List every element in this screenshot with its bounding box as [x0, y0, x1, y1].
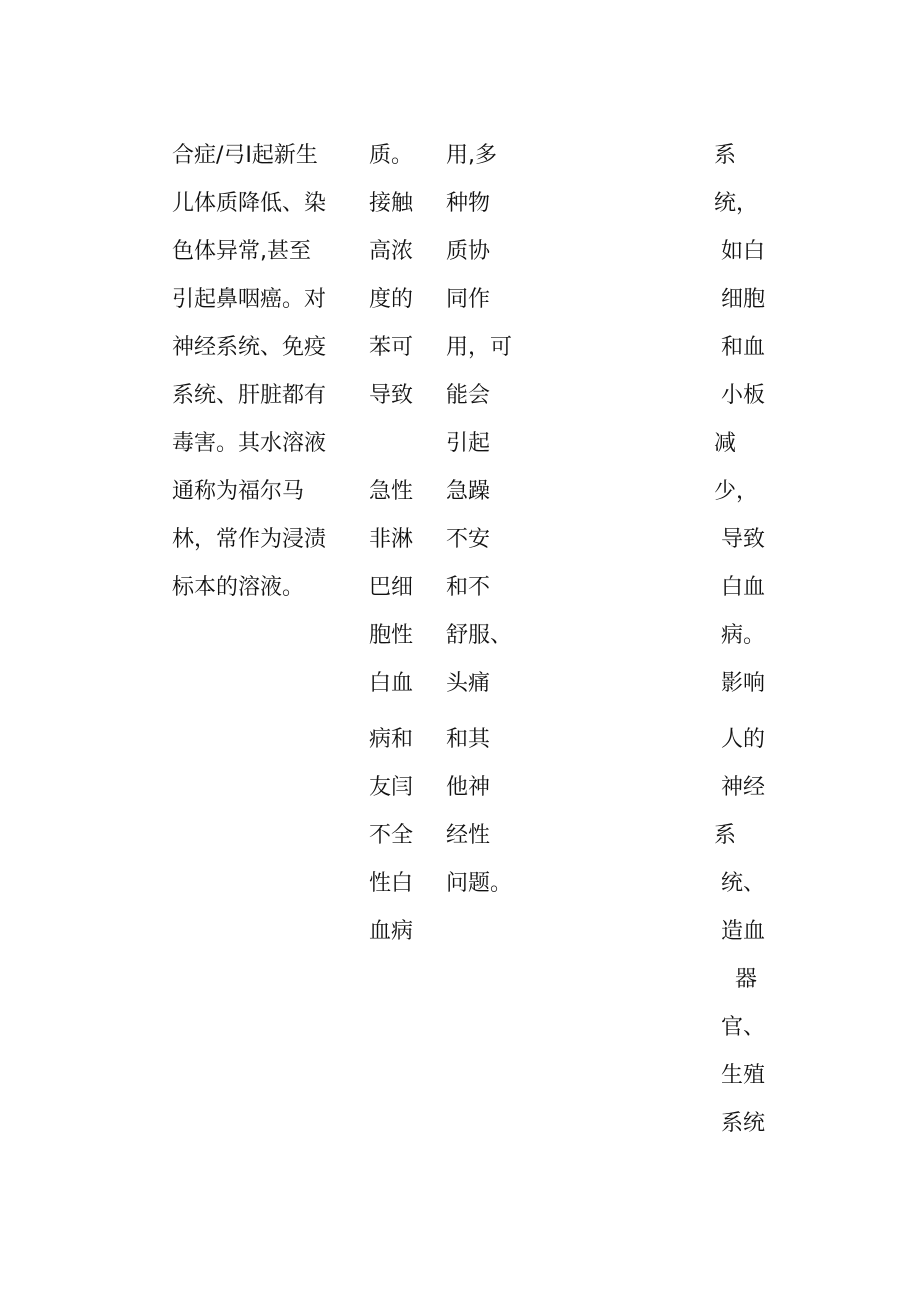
- text-line: 林，常作为浸渍: [172, 527, 327, 552]
- text-line: 急性: [369, 479, 414, 504]
- text-line: 他神: [446, 775, 491, 800]
- text-line: 引起: [446, 431, 491, 456]
- text-line: 接触: [369, 191, 414, 216]
- text-line: 同作: [446, 287, 491, 312]
- text-line: 质协: [446, 239, 491, 264]
- text-line: 不安: [446, 527, 491, 552]
- text-line: 系: [714, 823, 737, 848]
- text-line: 血病: [369, 919, 414, 944]
- text-line: 影响: [714, 671, 765, 696]
- text-line: 用,多: [446, 143, 497, 168]
- text-line: 减: [714, 431, 737, 456]
- text-line: 种物: [446, 191, 491, 216]
- text-column-2: [369, 138, 429, 962]
- text-line: 和不: [446, 575, 491, 600]
- text-line: 官、: [714, 1015, 765, 1040]
- text-line: 白血: [714, 575, 765, 600]
- text-line: 器: [714, 967, 757, 992]
- text-line: 细胞: [714, 287, 765, 312]
- text-line: 病。: [714, 623, 765, 648]
- text-line: 能会: [446, 383, 491, 408]
- text-line: 合症/弓I起新生: [172, 143, 318, 168]
- text-line: 质。: [369, 143, 414, 168]
- text-line: [369, 426, 429, 474]
- text-line: 少，: [714, 479, 759, 504]
- text-line: 色体异常,甚至: [172, 239, 311, 264]
- text-line: 友闫: [369, 775, 414, 800]
- text-line: 如白: [714, 239, 765, 264]
- text-column-4: [714, 138, 784, 1154]
- text-line: 高浓: [369, 239, 414, 264]
- text-line: 造血: [714, 919, 765, 944]
- text-line: 苯可: [369, 335, 414, 360]
- text-line: 和血: [714, 335, 765, 360]
- text-line: 儿体质降低、染: [172, 191, 327, 216]
- text-line: 巴细: [369, 575, 414, 600]
- text-line: 生殖: [714, 1063, 765, 1088]
- text-line: 问题。: [446, 871, 513, 896]
- text-line: 神经: [714, 775, 765, 800]
- text-line: 神经系统、免疫: [172, 335, 327, 360]
- text-line: 系统: [714, 1111, 765, 1136]
- text-line: 白血: [369, 671, 414, 696]
- text-line: 不全: [369, 823, 414, 848]
- text-line: 非淋: [369, 527, 414, 552]
- text-line: 病和: [369, 727, 414, 752]
- text-line: 度的: [369, 287, 414, 312]
- text-line: 人的: [714, 727, 765, 752]
- text-line: 系统、肝脏都有: [172, 383, 327, 408]
- text-line: 导致: [714, 527, 765, 552]
- text-line: 小板: [714, 383, 765, 408]
- text-column-1: [172, 138, 352, 618]
- text-column-3: [446, 138, 536, 914]
- text-line: 通称为福尔马: [172, 479, 305, 504]
- text-line: 和其: [446, 727, 491, 752]
- text-line: 系: [714, 143, 737, 168]
- text-line: 急躁: [446, 479, 491, 504]
- text-line: 胞性: [369, 623, 414, 648]
- text-line: 头痛: [446, 671, 491, 696]
- text-line: 用，可: [446, 335, 513, 360]
- text-line: 标本的溶液。: [172, 575, 305, 600]
- text-line: 统，: [714, 191, 759, 216]
- text-line: 统、: [714, 871, 765, 896]
- text-line: 导致: [369, 383, 414, 408]
- text-line: 毒害。其水溶液: [172, 431, 327, 456]
- text-line: 经性: [446, 823, 491, 848]
- text-line: 引起鼻咽癌。对: [172, 287, 327, 312]
- text-line: 舒服、: [446, 623, 513, 648]
- text-line: 性白: [369, 871, 414, 896]
